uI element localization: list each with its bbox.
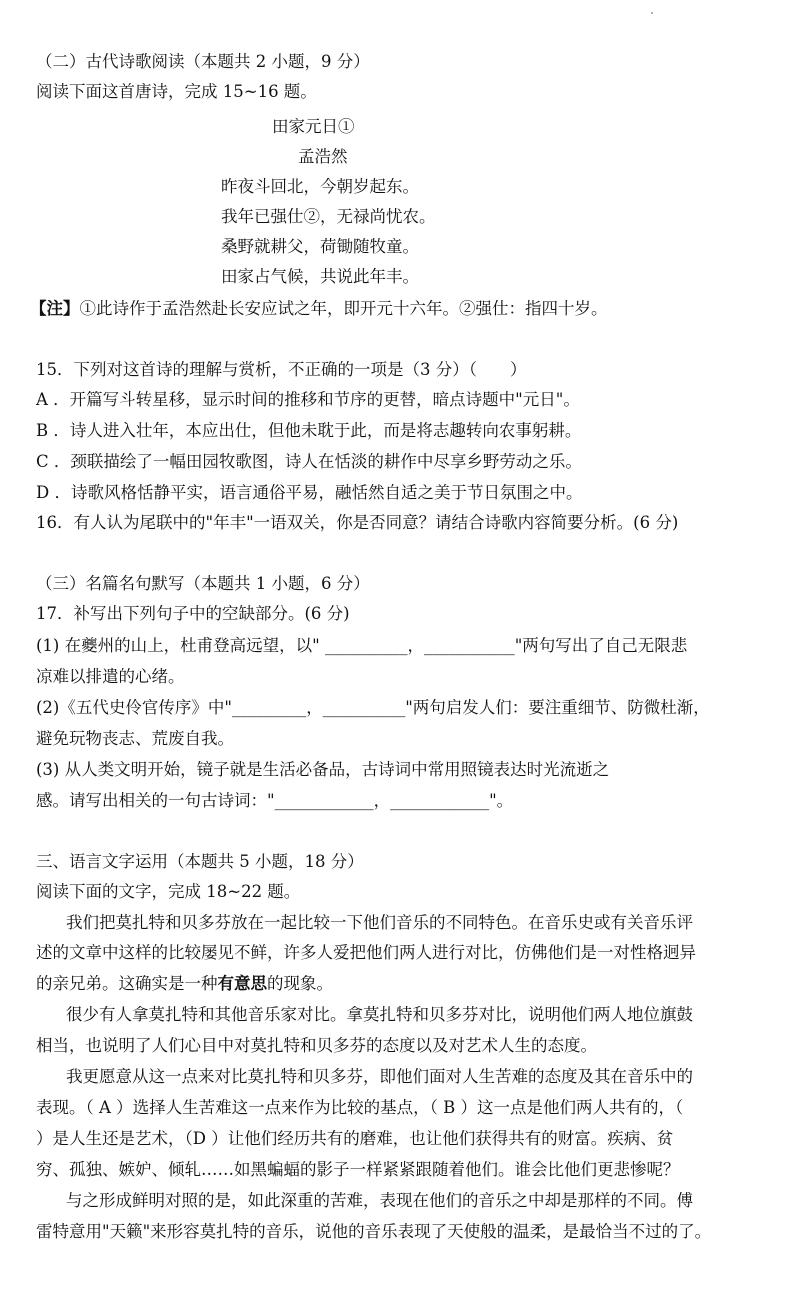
q17-item1-line2: 凉难以排遣的心绪。 [36,667,185,686]
q17-item3-line2: 感。请写出相关的一句古诗词："____________，____________"。 [36,791,514,810]
q15-option-b: B ．诗人进入壮年，本应出仕，但他未耽于此，而是将志趣转向农事躬耕。 [36,421,582,440]
poem-line: 田家占气候，共说此年丰。 [221,267,419,286]
part3-instruction: 阅读下面的文字，完成 18~22 题。 [36,882,301,901]
q17-item2-line1: (2)《五代史伶官传序》中"_________，__________"两句启发人们：要注重细节、防微杜渐， [36,698,710,717]
paragraph-line: 我们把莫扎特和贝多芬放在一起比较一下他们音乐的不同特色。在音乐史或有关音乐评 [66,913,693,932]
q17-item1-line1: (1) 在夔州的山上，杜甫登高远望，以" __________，___________"两句写出了自己无限悲 [36,636,688,655]
q15-option-a: A ．开篇写斗转星移，显示时间的推移和节序的更替，暗点诗题中"元日"。 [36,390,580,409]
note-text: ①此诗作于孟浩然赴长安应试之年，即开元十六年。②强仕：指四十岁。 [79,299,608,318]
poem-line: 我年已强仕②，无禄尚忧农。 [221,207,436,226]
emphasized-word: 有意思 [217,974,267,993]
q17-item3-line1: (3) 从人类文明开始，镜子就是生活必备品，古诗词中常用照镜表达时光流逝之 [36,760,610,779]
note-tag: 【注】 [30,299,80,318]
q17-item2-line2: 避免玩物丧志、荒废自我。 [36,729,234,748]
poem-author: 孟浩然 [298,147,348,166]
poem-title: 田家元日① [272,117,355,136]
poem-line: 昨夜斗回北，今朝岁起东。 [221,177,419,196]
q16-stem: 16．有人认为尾联中的"年丰"一语双关，你是否同意？请结合诗歌内容简要分析。(6 分) [36,513,679,532]
text-run: 的现象。 [267,974,333,993]
paragraph-line: 与之形成鲜明对照的是，如此深重的苦难，表现在他们的音乐之中却是那样的不同。傅 [66,1191,693,1210]
paragraph-line: 述的文章中这样的比较屡见不鲜，许多人爱把他们两人进行对比，仿佛他们是一对性格迥异 [36,943,696,962]
paragraph-line [36,973,776,995]
section3-heading: （三）名篇名句默写（本题共 1 小题，6 分） [36,574,370,593]
poem-line: 桑野就耕父，荷锄随牧童。 [221,237,419,256]
q17-stem: 17．补写出下列句子中的空缺部分。(6 分) [36,604,350,623]
q15-option-d: D ．诗歌风格恬静平实，语言通俗平易，融恬然自适之美于节日氛围之中。 [36,483,583,502]
paragraph-line: 穷、孤独、嫉妒、倾轧……如黑蝙蝠的影子一样紧紧跟随着他们。谁会比他们更悲惨呢？ [36,1160,680,1179]
paragraph-line: 雷特意用"天籁"来形容莫扎特的音乐，说他的音乐表现了天使般的温柔，是最恰当不过的了。 [36,1222,712,1241]
section2-heading: （二）古代诗歌阅读（本题共 2 小题，9 分） [36,52,370,71]
section2-instruction: 阅读下面这首唐诗，完成 15~16 题。 [36,82,317,101]
paragraph-line: 很少有人拿莫扎特和其他音乐家对比。拿莫扎特和贝多芬对比，说明他们两人地位旗鼓 [66,1005,693,1024]
part3-heading: 三、语言文字运用（本题共 5 小题，18 分） [36,852,364,871]
paragraph-line: 我更愿意从这一点来对比莫扎特和贝多芬，即他们面对人生苦难的态度及其在音乐中的 [66,1067,693,1086]
paragraph-line: 相当，也说明了人们心目中对莫扎特和贝多芬的态度以及对艺术人生的态度。 [36,1036,597,1055]
paragraph-line: ）是人生还是艺术，（D ）让他们经历共有的磨难，也让他们获得共有的财富。疾病、贫 [36,1129,674,1148]
q15-stem: 15．下列对这首诗的理解与赏析，不正确的一项是（3 分）（ ） [36,360,527,379]
text-run: 的亲兄弟。这确实是一种 [36,974,218,993]
q15-option-c: C ．颈联描绘了一幅田园牧歌图，诗人在恬淡的耕作中尽享乡野劳动之乐。 [36,452,582,471]
paragraph-line: 表现。（ A ）选择人生苦难这一点来作为比较的基点，（ B ）这一点是他们两人共有的，（ [36,1098,684,1117]
poem-note [30,298,770,320]
scan-dot [651,12,653,14]
